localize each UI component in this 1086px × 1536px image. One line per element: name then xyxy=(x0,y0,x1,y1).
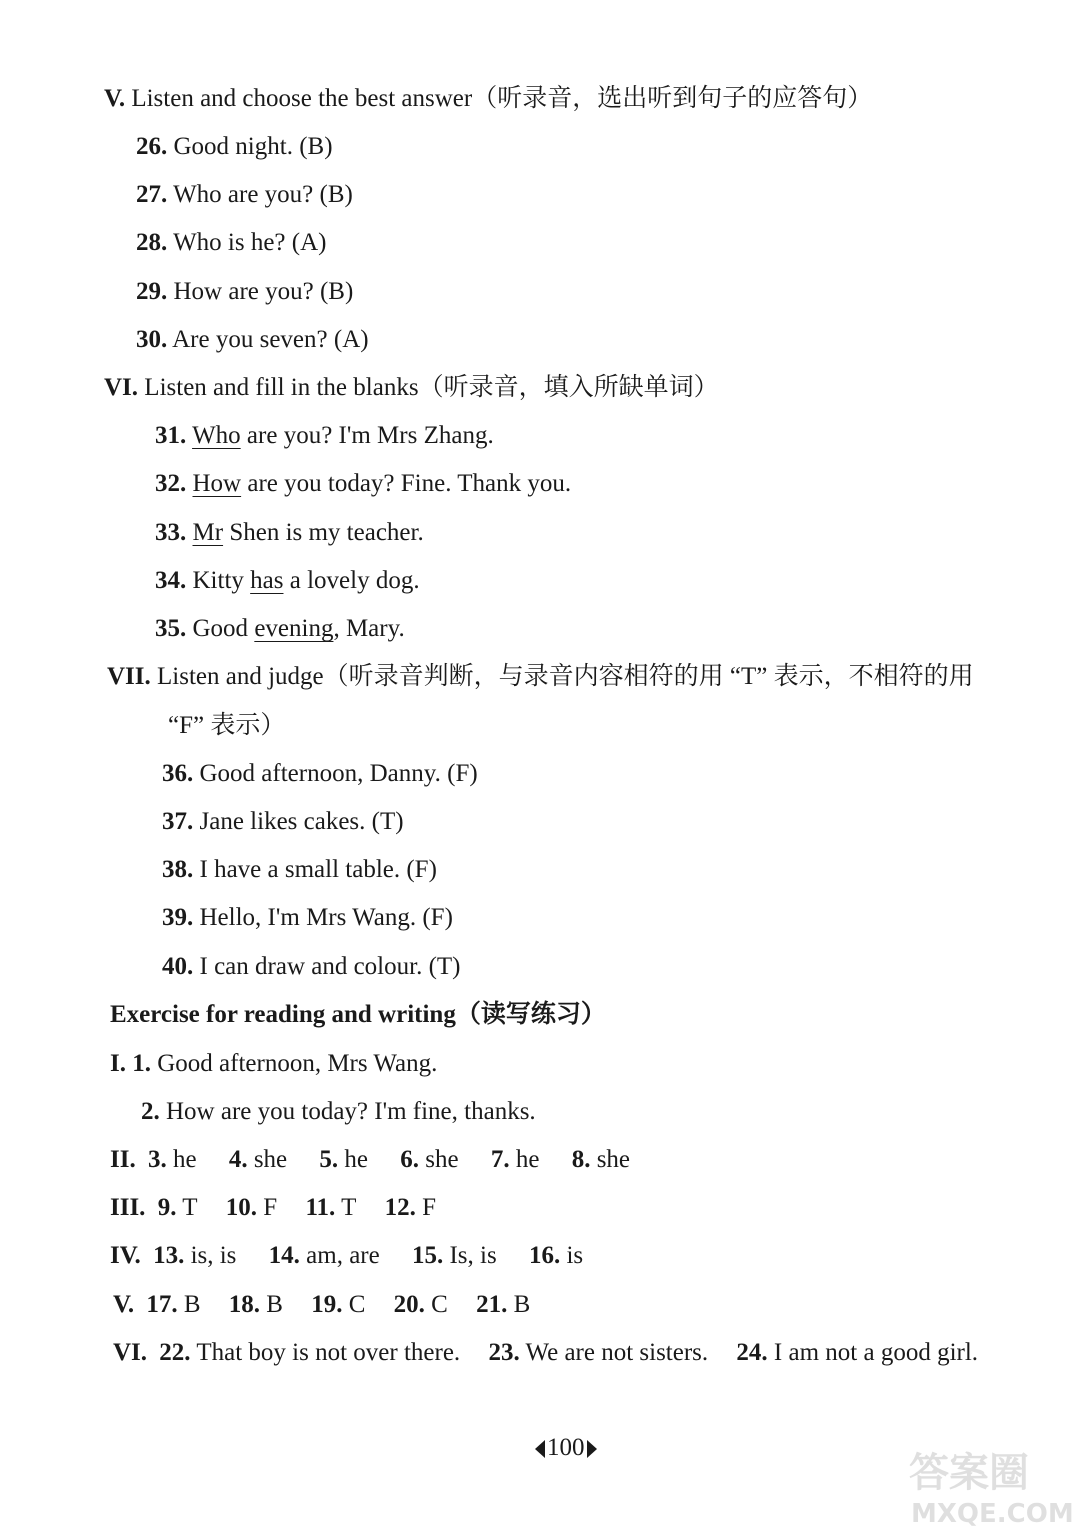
answer-line: 37. Jane likes cakes. (T) xyxy=(162,808,404,835)
answer-line: 29. How are you? (B) xyxy=(136,278,354,305)
answer-line: II. 3. he 4. she 5. he 6. she 7. he 8. she xyxy=(110,1146,631,1173)
answer-line: 32. How are you today? Fine. Thank you. xyxy=(155,470,572,497)
answer-line: 35. Good evening, Mary. xyxy=(155,615,405,642)
answer-line: 39. Hello, I'm Mrs Wang. (F) xyxy=(162,904,453,931)
answer-line: 26. Good night. (B) xyxy=(136,133,333,160)
answer-line: I. 1. Good afternoon, Mrs Wang. xyxy=(110,1050,438,1077)
section-title: Listen and fill in the blanks xyxy=(144,374,419,401)
answer-line: V. 17. B 18. B 19. C 20. C 21. B xyxy=(113,1291,531,1318)
answer-line: 33. Mr Shen is my teacher. xyxy=(155,519,424,546)
page-number: 100 xyxy=(535,1433,597,1463)
answer-line: 38. I have a small table. (F) xyxy=(162,856,437,883)
section-title: Listen and choose the best answer xyxy=(131,85,473,112)
answer-line: 34. Kitty has a lovely dog. xyxy=(155,567,420,594)
section-heading-cont: “F” 表示） xyxy=(168,712,286,739)
section-title: Listen and judge xyxy=(157,663,324,690)
watermark-logo xyxy=(905,1440,1075,1530)
answer-line: IV. 13. is, is 14. am, are 15. Is, is 16. is xyxy=(110,1242,584,1269)
section-title-cn: （听录音，填入所缺单词） xyxy=(418,374,719,401)
answer-line: 30. Are you seven? (A) xyxy=(136,326,369,353)
section-heading: VI. Listen and fill in the blanks（听录音，填入所缺单词） xyxy=(104,374,719,401)
answer-line: 28. Who is he? (A) xyxy=(136,229,327,256)
answer-line: 40. I can draw and colour. (T) xyxy=(162,953,461,980)
filled-blank: has xyxy=(250,567,284,594)
filled-blank: Mr xyxy=(192,519,224,546)
section-heading: VII. Listen and judge（听录音判断，与录音内容相符的用 “T” 表示，不相符的用 xyxy=(107,663,974,690)
answer-line: 31. Who are you? I'm Mrs Zhang. xyxy=(155,422,494,449)
answer-line: III. 9. T 10. F 11. T 12. F xyxy=(110,1194,437,1221)
exercise-title: Exercise for reading and writing（读写练习） xyxy=(110,1001,606,1028)
section-title-cn: （听录音，选出听到句子的应答句） xyxy=(472,85,873,112)
filled-blank: How xyxy=(192,470,242,497)
answer-line: 36. Good afternoon, Danny. (F) xyxy=(162,760,478,787)
triangle-left-icon xyxy=(535,1440,545,1458)
answer-line: VI. 22. That boy is not over there. 23. We are not sisters. 24. I am not a good girl. xyxy=(113,1339,979,1366)
section-title-cn: （听录音判断，与录音内容相符的用 “T” 表示，不相符的用 xyxy=(323,663,974,690)
triangle-right-icon xyxy=(587,1440,597,1458)
svg-text:MXQE.COM: MXQE.COM xyxy=(911,1499,1074,1529)
svg-text:答案圈: 答案圈 xyxy=(909,1450,1029,1496)
filled-blank: evening xyxy=(254,615,334,642)
section-heading: V. Listen and choose the best answer（听录音，选出听到句子的应答句） xyxy=(104,85,873,112)
answer-line: 27. Who are you? (B) xyxy=(136,181,353,208)
answer-line: 2. How are you today? I'm fine, thanks. xyxy=(141,1098,536,1125)
filled-blank: Who xyxy=(192,422,241,449)
